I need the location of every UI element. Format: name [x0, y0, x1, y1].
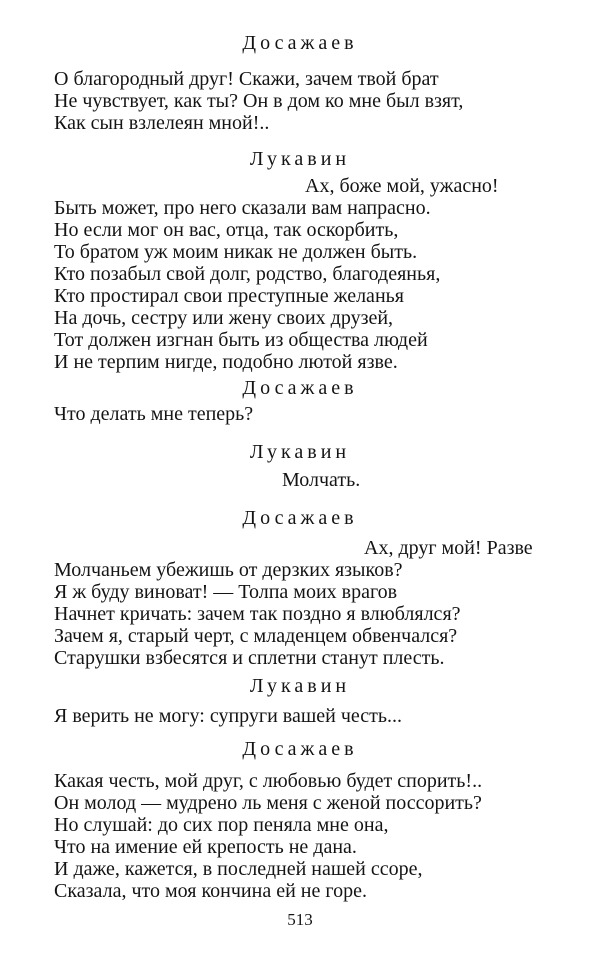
verse-line: Кто простирал свои преступные желанья [54, 285, 404, 307]
verse-line: Сказала, что моя кончина ей не горе. [54, 880, 367, 902]
verse-line: Я ж буду виноват! — Толпа моих врагов [54, 581, 398, 603]
verse-line: На дочь, сестру или жену своих друзей, [54, 307, 394, 329]
page-number: 513 [287, 910, 313, 929]
speaker-name: Досажаев [242, 738, 358, 760]
verse-line: О благородный друг! Скажи, зачем твой брат [54, 68, 439, 90]
verse-line: Тот должен изгнан быть из общества людей [54, 329, 428, 351]
verse-line: Я верить не могу: супруги вашей честь... [54, 705, 403, 727]
verse-line: Ах, боже мой, ужасно! [305, 175, 499, 197]
speaker-name: Лукавин [249, 148, 351, 170]
verse-line: То братом уж моим никак не должен быть. [54, 241, 418, 263]
verse-line: Ах, друг мой! Разве [364, 537, 533, 559]
verse-line: Молчать. [282, 469, 361, 491]
verse-line: Старушки взбесятся и сплетни станут плесть. [54, 647, 445, 669]
verse-line: Быть может, про него сказали вам напрасно. [54, 197, 431, 219]
verse-line: Он молод — мудрено ль меня с женой поссорить? [54, 792, 482, 814]
verse-line: И даже, кажется, в последней нашей ссоре, [54, 858, 423, 880]
verse-line: Кто позабыл свой долг, родство, благодеянья, [54, 263, 441, 285]
verse-line: И не терпим нигде, подобно лютой язве. [54, 351, 398, 373]
verse-line: Но если мог он вас, отца, так оскорбить, [54, 219, 399, 241]
verse-line: Зачем я, старый черт, с младенцем обвенчался? [54, 625, 458, 647]
speaker-name: Досажаев [242, 507, 358, 529]
verse-line: Что делать мне теперь? [54, 403, 254, 425]
verse-line: Как сын взлелеян мной!.. [54, 112, 270, 134]
verse-line: Но слушай: до сих пор пеняла мне она, [54, 814, 389, 836]
speaker-name: Досажаев [242, 32, 358, 54]
speaker-name: Лукавин [249, 441, 351, 463]
speaker-name: Лукавин [249, 675, 351, 697]
verse-line: Начнет кричать: зачем так поздно я влюблялся? [54, 603, 461, 625]
speaker-name: Досажаев [242, 377, 358, 399]
verse-line: Молчаньем убежишь от дерзких языков? [54, 559, 403, 581]
verse-line: Не чувствует, как ты? Он в дом ко мне был взят, [54, 90, 464, 112]
verse-line: Что на имение ей крепость не дана. [54, 836, 357, 858]
verse-line: Какая честь, мой друг, с любовью будет спорить!.. [54, 770, 483, 792]
